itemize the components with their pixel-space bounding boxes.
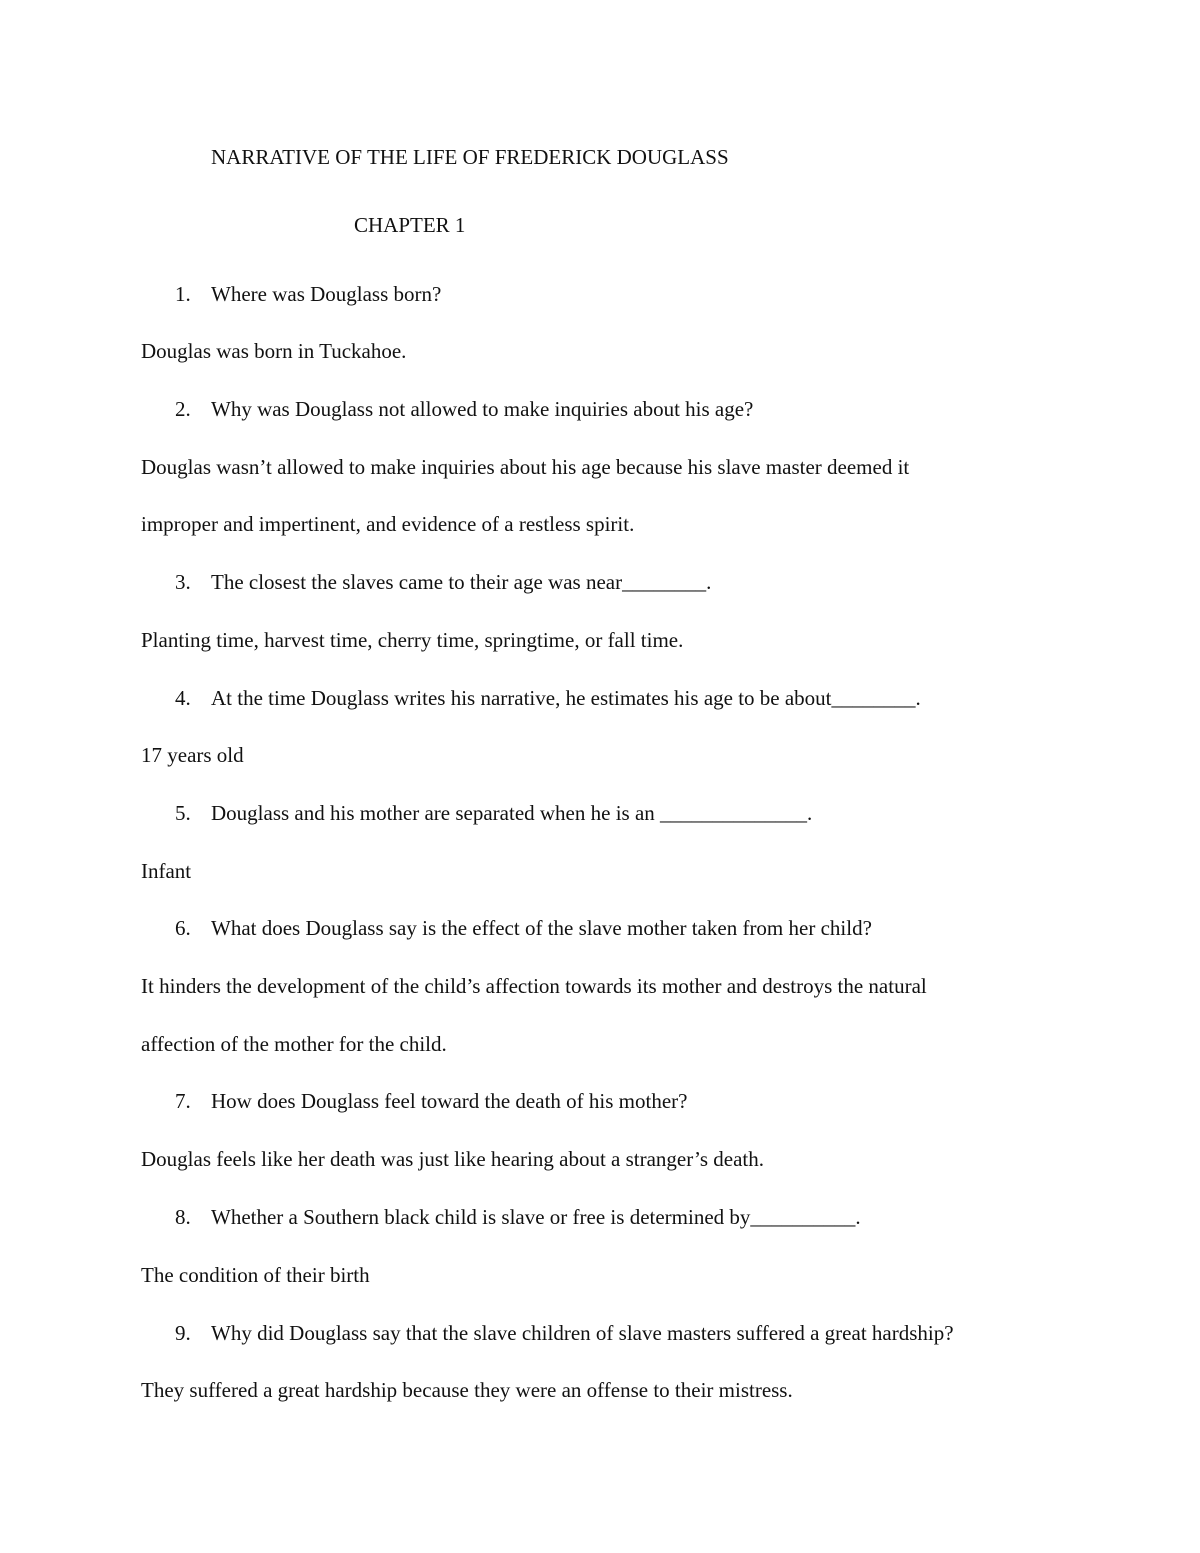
chapter-heading: CHAPTER 1 <box>354 213 466 237</box>
question-number: 3. <box>175 570 191 594</box>
question-number: 9. <box>175 1321 191 1345</box>
answer-text: improper and impertinent, and evidence of a restless spirit. <box>141 512 635 536</box>
question-text: Why was Douglass not allowed to make inquiries about his age? <box>211 397 754 421</box>
document-title: NARRATIVE OF THE LIFE OF FREDERICK DOUGLASS <box>211 145 729 169</box>
answer-text: 17 years old <box>141 743 244 767</box>
question-text: At the time Douglass writes his narrative, he estimates his age to be about________. <box>211 686 921 710</box>
answer-text: Douglas wasn’t allowed to make inquiries about his age because his slave master deemed it <box>141 455 910 479</box>
question-number: 8. <box>175 1205 191 1229</box>
question-text: Why did Douglass say that the slave children of slave masters suffered a great hardship? <box>211 1321 954 1345</box>
answer-text: affection of the mother for the child. <box>141 1032 447 1056</box>
question-number: 1. <box>175 282 191 306</box>
question-number: 6. <box>175 916 191 940</box>
answer-text: They suffered a great hardship because they were an offense to their mistress. <box>141 1378 793 1402</box>
question-text: The closest the slaves came to their age was near________. <box>211 570 712 594</box>
answer-text: Douglas feels like her death was just like hearing about a stranger’s death. <box>141 1147 764 1171</box>
question-text: How does Douglass feel toward the death of his mother? <box>211 1089 688 1113</box>
question-number: 2. <box>175 397 191 421</box>
question-number: 5. <box>175 801 191 825</box>
answer-text: Planting time, harvest time, cherry time, springtime, or fall time. <box>141 628 684 652</box>
question-number: 7. <box>175 1089 191 1113</box>
question-text: Whether a Southern black child is slave or free is determined by__________. <box>211 1205 861 1229</box>
question-text: Where was Douglass born? <box>211 282 442 306</box>
question-text: Douglass and his mother are separated when he is an ______________. <box>211 801 813 825</box>
question-text: What does Douglass say is the effect of the slave mother taken from her child? <box>211 916 872 940</box>
question-number: 4. <box>175 686 191 710</box>
answer-text: Infant <box>141 859 192 883</box>
answer-text: Douglas was born in Tuckahoe. <box>141 339 407 363</box>
answer-text: The condition of their birth <box>141 1263 370 1287</box>
answer-text: It hinders the development of the child’s affection towards its mother and destroys the natural <box>141 974 927 998</box>
